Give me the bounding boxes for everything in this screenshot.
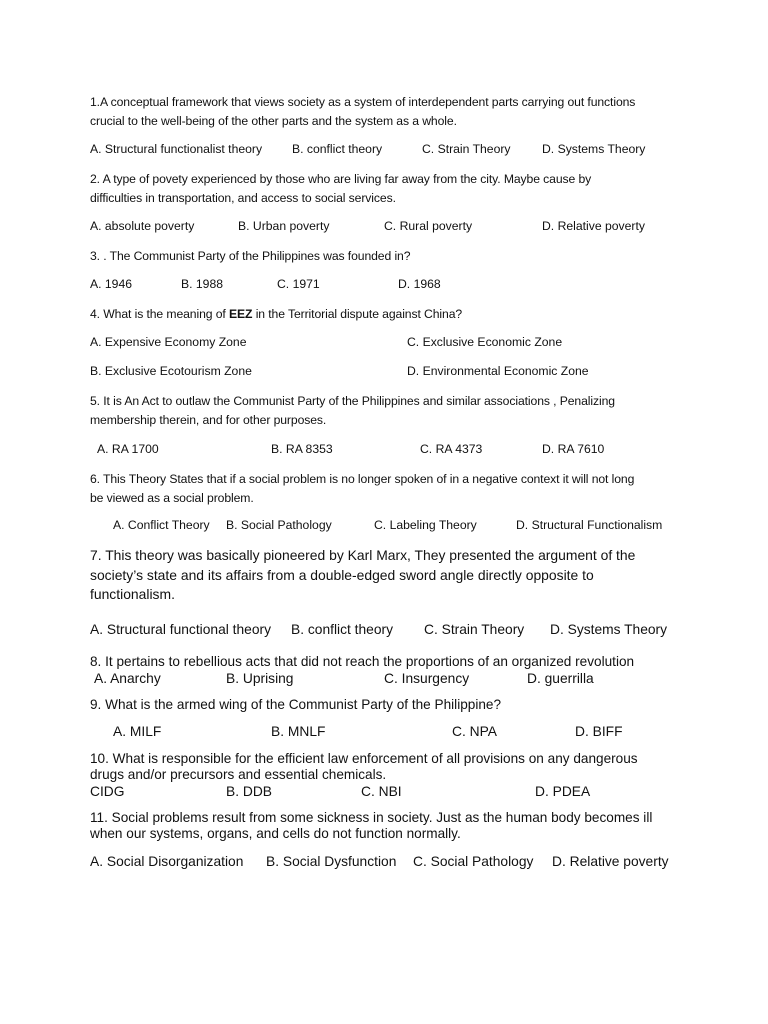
option-c: C. 1971 <box>277 277 320 291</box>
option-b: B. RA 8353 <box>271 442 333 456</box>
option-b: B. Exclusive Ecotourism Zone <box>90 364 252 378</box>
option-c: C. RA 4373 <box>420 442 483 456</box>
question-2 <box>90 170 591 208</box>
option-a: A. RA 1700 <box>97 442 159 456</box>
option-b: B. conflict theory <box>291 622 393 637</box>
option-a: A. Social Disorganization <box>90 854 244 869</box>
question-text-line: 1.A conceptual framework that views society as a system of interdependent parts carrying out functions <box>90 95 636 109</box>
option-a: A. absolute poverty <box>90 219 195 233</box>
option-d: D. 1968 <box>398 277 441 291</box>
option-d: D. guerrilla <box>527 671 594 686</box>
option-b: B. DDB <box>226 784 272 799</box>
option-d: D. Relative poverty <box>542 219 645 233</box>
question-6 <box>90 470 634 508</box>
option-a: A. 1946 <box>90 277 133 291</box>
question-text-line: 9. What is the armed wing of the Communist Party of the Philippine? <box>90 697 502 712</box>
question-text-line: 8. It pertains to rebellious acts that did not reach the proportions of an organized revolution <box>90 654 635 669</box>
option-c: C. Strain Theory <box>424 622 525 637</box>
option-a: A. Expensive Economy Zone <box>90 335 247 349</box>
option-c: C. Social Pathology <box>413 854 534 869</box>
question-3 <box>90 247 410 266</box>
question-text-line: 6. This Theory States that if a social problem is no longer spoken of in a negative context it will not long <box>90 472 635 486</box>
option-c: C. Exclusive Economic Zone <box>407 335 563 349</box>
question-text-line: 10. What is responsible for the efficient law enforcement of all provisions on any dangerous <box>90 751 638 766</box>
question-text-line: functionalism. <box>90 586 175 602</box>
question-text: 4. What is the meaning of <box>90 307 229 321</box>
option-c: C. NBI <box>361 784 402 799</box>
question-text: in the Territorial dispute against China? <box>252 307 463 321</box>
question-7 <box>90 546 635 605</box>
question-4 <box>90 305 462 324</box>
option-c: C. Insurgency <box>384 671 470 686</box>
question-9 <box>90 697 501 713</box>
question-1 <box>90 93 635 131</box>
question-text-line: 5. It is An Act to outlaw the Communist Party of the Philippines and similar associations , Penalizing <box>90 394 615 408</box>
option-d: D. Systems Theory <box>542 142 646 156</box>
option-a: CIDG <box>90 784 125 799</box>
question-10 <box>90 751 638 783</box>
option-d: D. Environmental Economic Zone <box>407 364 589 378</box>
option-b: B. 1988 <box>181 277 224 291</box>
question-8 <box>90 654 634 670</box>
option-a: A. Structural functionalist theory <box>90 142 263 156</box>
option-c: C. Labeling Theory <box>374 518 477 532</box>
option-b: B. MNLF <box>271 724 326 739</box>
question-term-bold: EEZ <box>229 307 253 321</box>
question-text-line: when our systems, organs, and cells do not function normally. <box>90 826 461 841</box>
option-d: D. RA 7610 <box>542 442 605 456</box>
option-b: B. Uprising <box>226 671 294 686</box>
option-c: C. Strain Theory <box>422 142 511 156</box>
question-11 <box>90 810 652 842</box>
option-d: D. Relative poverty <box>552 854 669 869</box>
question-text-line: 11. Social problems result from some sickness in society. Just as the human body becomes ill <box>90 810 653 825</box>
question-text-line: drugs and/or precursors and essential chemicals. <box>90 767 387 782</box>
option-d: D. PDEA <box>535 784 591 799</box>
option-a: A. Anarchy <box>94 671 161 686</box>
question-text-line: 3. . The Communist Party of the Philippines was founded in? <box>90 249 411 263</box>
question-text-line: membership therein, and for other purposes. <box>90 413 327 427</box>
question-5 <box>90 392 615 430</box>
option-b: B. conflict theory <box>292 142 383 156</box>
option-d: D. BIFF <box>575 724 623 739</box>
question-text-line: 2. A type of povety experienced by those who are living far away from the city. Maybe cause by <box>90 172 592 186</box>
option-b: B. Social Pathology <box>226 518 332 532</box>
option-b: B. Urban poverty <box>238 219 330 233</box>
option-a: A. MILF <box>113 724 162 739</box>
option-b: B. Social Dysfunction <box>266 854 397 869</box>
option-d: D. Structural Functionalism <box>516 518 663 532</box>
option-c: C. NPA <box>452 724 497 739</box>
question-text-line: crucial to the well-being of the other parts and the system as a whole. <box>90 114 457 128</box>
question-text-line: 7. This theory was basically pioneered by Karl Marx, They presented the argument of the <box>90 547 636 563</box>
question-text-line: be viewed as a social problem. <box>90 491 254 505</box>
option-d: D. Systems Theory <box>550 622 668 637</box>
option-a: A. Conflict Theory <box>113 518 210 532</box>
option-c: C. Rural poverty <box>384 219 473 233</box>
question-text-line: society’s state and its affairs from a double-edged sword angle directly opposite to <box>90 566 594 583</box>
question-text-line: difficulties in transportation, and access to social services. <box>90 191 396 205</box>
option-a: A. Structural functional theory <box>90 622 271 637</box>
